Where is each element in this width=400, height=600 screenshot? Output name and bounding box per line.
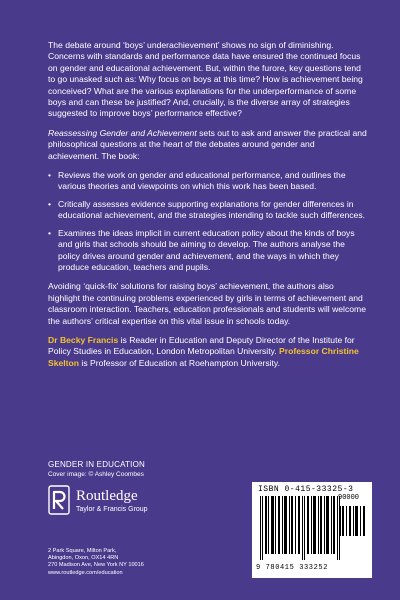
purpose-text: sets out to ask and answer the practical and philosophical questions at the heart of the debates around gender and achievement. The book: xyxy=(48,127,367,161)
author-name-2: Professor Christine Skelton xyxy=(48,346,359,368)
publisher-group: Taylor & Francis Group xyxy=(76,506,148,513)
address-line: www.routledge.com/education xyxy=(48,569,123,576)
price-code: 90000 xyxy=(338,494,360,502)
intro-paragraph: The debate around ‘boys’ underachievement’ shows no sign of diminishing. Concerns with standards and performance data have ensured the continued focus on gender and educational achievement. But, within the furore, key questions tend to go unasked such as: Why focus on boys at this time? How is achievement being conceived? What are the various explanations for the underperformance of some boys and can these be justified? And, crucially, is the diverse array of strategies suggested to improve boys’ performance effective? xyxy=(48,40,363,119)
cover-credit: Cover image: © Ashley Coombes xyxy=(48,471,144,478)
author-name-1: Dr Becky Francis xyxy=(48,334,119,345)
ean-number: 9 780415 333252 xyxy=(256,564,329,572)
series-name: GENDER IN EDUCATION xyxy=(48,460,145,469)
feature-list xyxy=(48,170,368,273)
author-bio xyxy=(48,335,368,369)
purpose-paragraph xyxy=(48,128,368,162)
barcode xyxy=(252,482,372,578)
address-line: 2 Park Square, Milton Park, xyxy=(48,548,117,554)
feature-item: • Critically assesses evidence supporting explanations for gender differences in educational achievement, and the strategies intending to tackle such differences. xyxy=(48,199,368,222)
feature-item: • Examines the ideas implicit in current education policy about the kinds of boys and girls that schools should be aiming to develop. The authors analyse the policy drives around gender and achievement, and the ways in which they produce education, teachers and pupils. xyxy=(48,228,368,274)
author-bio-2: is Professor of Education at Roehampton University. xyxy=(79,357,280,368)
closing-paragraph: Avoiding ‘quick-fix’ solutions for raising boys’ achievement, the authors also highlight the continuing problems experienced by girls in terms of achievement and classroom interaction. Teachers, education professionals and students will welcome the authors’ critical expertise on this vital issue in schools today. xyxy=(48,281,366,326)
blurb xyxy=(48,40,368,377)
addon-barcode-icon xyxy=(339,506,367,536)
publisher-name: Routledge xyxy=(76,488,138,504)
address-line: Abingdon, Oxon, OX14 4RN xyxy=(48,555,119,562)
publisher-address xyxy=(48,548,144,577)
publisher-logo xyxy=(48,485,178,525)
address-line: 270 Madison Ave, New York NY 10016 xyxy=(48,562,144,569)
feature-item: • Reviews the work on gender and educational performance, and outlines the various theories and viewpoints on which this work has been based. xyxy=(48,170,368,193)
author-bio-1: is Reader in Education and Deputy Director of the Institute for Policy Studies in Education, London Metropolitan University. xyxy=(48,334,355,357)
isbn-text: ISBN 0-415-33325-3 xyxy=(258,485,354,494)
routledge-icon xyxy=(48,485,70,515)
book-title: Reassessing Gender and Achievement xyxy=(48,127,197,138)
